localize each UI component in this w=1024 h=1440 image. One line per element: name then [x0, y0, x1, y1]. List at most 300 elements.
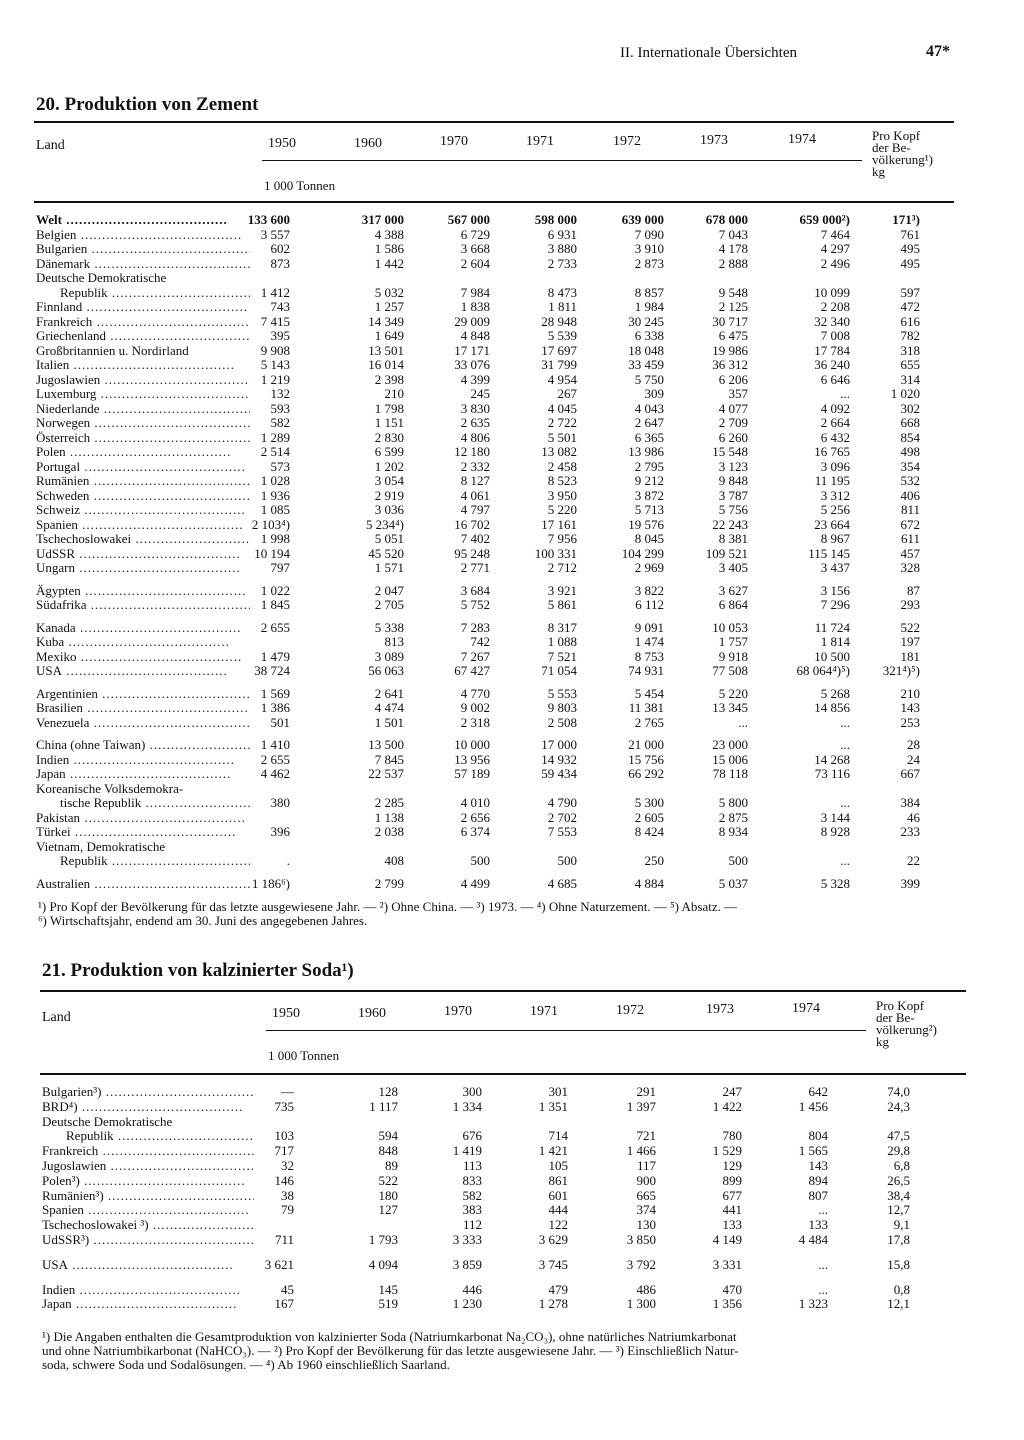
value-cell: 4 178 — [718, 241, 748, 256]
year-header: 1973 — [700, 133, 728, 148]
table-row — [0, 1203, 1024, 1217]
value-cell: 30 245 — [628, 313, 664, 329]
value-cell: 32 340 — [814, 313, 850, 329]
country-name: Südafrika ..... — [36, 598, 250, 612]
country-name: USA ..... — [42, 1258, 234, 1272]
value-cell: 33 459 — [628, 357, 664, 372]
value-cell: 4 388 — [374, 226, 404, 242]
per-capita-cell: 29,8 — [887, 1143, 910, 1159]
per-capita-cell: 761 — [900, 226, 920, 242]
country-name: Spanien ..... — [42, 1203, 250, 1217]
value-cell: 5 220 — [718, 685, 748, 701]
table-row — [0, 1283, 1024, 1297]
value-cell: 2 664 — [820, 415, 850, 430]
value-cell: 3 668 — [460, 241, 490, 256]
table-row — [0, 584, 1024, 598]
value-cell: 16 765 — [814, 444, 850, 459]
value-cell: 1 442 — [374, 255, 404, 271]
per-capita-cell: 321⁴)⁵) — [882, 663, 920, 678]
per-capita-cell: 26,5 — [887, 1172, 910, 1188]
value-cell: 180 — [378, 1187, 398, 1203]
country-name: Australien ..... — [36, 877, 250, 891]
value-cell: 10 500 — [814, 648, 850, 664]
value-cell: 317 000 — [361, 212, 404, 227]
year-header: 1950 — [268, 136, 296, 151]
country-name: Polen³) ..... — [42, 1174, 246, 1188]
value-cell: 3 096 — [820, 458, 850, 474]
value-cell: 7 553 — [547, 824, 577, 839]
per-capita-cell: 293 — [900, 597, 920, 612]
value-cell: 1 586 — [374, 241, 404, 256]
per-capita-line: Pro Kopf — [872, 128, 921, 143]
value-cell: 1 151 — [374, 415, 404, 430]
per-capita-cell: 74,0 — [887, 1084, 910, 1099]
value-cell: 676 — [462, 1128, 482, 1144]
value-cell: 2 873 — [634, 255, 664, 271]
value-cell: 780 — [722, 1128, 742, 1144]
country-name: Schweden ..... — [36, 489, 250, 503]
per-capita-cell: 328 — [900, 560, 920, 575]
country-name: UdSSR ..... — [36, 547, 241, 561]
page-number: 47* — [926, 43, 950, 60]
value-cell: 5 454 — [634, 685, 664, 701]
value-cell: 13 082 — [541, 444, 577, 459]
value-cell: 1 569 — [260, 685, 290, 701]
country-name: Tschechoslowakei ..... — [36, 532, 250, 546]
per-capita-line: kg — [876, 1034, 889, 1049]
value-cell: 2 875 — [718, 809, 748, 825]
value-cell: 7 283 — [460, 619, 490, 635]
table-row — [0, 1085, 1024, 1099]
table-row — [0, 877, 1024, 891]
value-cell: 3 629 — [538, 1232, 568, 1247]
country-name: Mexiko ..... — [36, 650, 242, 664]
table-row — [0, 416, 1024, 430]
value-cell: 441 — [722, 1202, 742, 1218]
value-cell: 4 094 — [368, 1256, 398, 1272]
country-name: Brasilien ..... — [36, 701, 249, 715]
value-cell: 1 474 — [634, 634, 664, 649]
per-capita-cell: 384 — [900, 795, 920, 810]
table20-unit: 1 000 Tonnen — [264, 178, 336, 193]
value-cell: 4 045 — [547, 400, 577, 416]
value-cell: 5 861 — [547, 597, 577, 612]
value-cell: 3 921 — [547, 582, 577, 598]
value-cell: 8 934 — [718, 824, 748, 839]
table-row — [0, 315, 1024, 329]
value-cell: 1 793 — [368, 1232, 398, 1247]
value-cell: 395 — [270, 328, 290, 343]
value-cell: ... — [818, 1256, 828, 1272]
per-capita-cell: 12,7 — [887, 1202, 910, 1218]
table-row — [0, 271, 1024, 285]
value-cell: 2 635 — [460, 415, 490, 430]
value-cell: 1 649 — [374, 328, 404, 343]
value-cell: 7 984 — [460, 284, 490, 300]
value-cell: 6 475 — [718, 328, 748, 343]
value-cell: 2 458 — [547, 458, 577, 474]
value-cell: 3 437 — [820, 560, 850, 575]
country-name: Schweiz ..... — [36, 503, 246, 517]
value-cell: 36 312 — [712, 357, 748, 372]
table-row — [0, 1100, 1024, 1114]
value-cell: 6 374 — [460, 824, 490, 839]
value-cell: 28 948 — [541, 313, 577, 329]
value-cell: 1 278 — [538, 1296, 568, 1312]
table-row — [0, 854, 1024, 868]
value-cell: 408 — [384, 853, 404, 868]
per-capita-cell: 181 — [900, 648, 920, 664]
table20-per-capita-header — [872, 130, 933, 178]
value-cell: ... — [840, 853, 850, 868]
value-cell: 4 297 — [820, 241, 850, 256]
value-cell: 2 047 — [374, 582, 404, 598]
value-cell: 1 811 — [548, 299, 577, 314]
value-cell: 2 830 — [374, 429, 404, 445]
per-capita-cell: 399 — [900, 875, 920, 891]
value-cell: 13 986 — [628, 444, 664, 459]
table-row — [0, 561, 1024, 575]
value-cell: 8 473 — [547, 284, 577, 300]
value-cell: 711 — [274, 1232, 294, 1247]
value-cell: 15 756 — [628, 751, 664, 767]
value-cell: 45 520 — [368, 545, 404, 561]
value-cell: . — [286, 853, 290, 868]
value-cell: 1 757 — [718, 634, 748, 649]
value-cell: 1 571 — [374, 560, 404, 575]
value-cell: 396 — [270, 824, 290, 839]
per-capita-cell: 0,8 — [893, 1281, 910, 1297]
value-cell: 1 219 — [260, 371, 290, 387]
country-name: Deutsche Demokratische — [42, 1113, 173, 1129]
value-cell: 899 — [722, 1172, 742, 1188]
country-name: Italien ..... — [36, 358, 235, 372]
value-cell: 8 381 — [718, 531, 748, 546]
per-capita-cell: 87 — [907, 582, 920, 598]
year-header: 1974 — [788, 132, 816, 147]
table20-footnote: ¹) Pro Kopf der Bevölkerung für das letzte ausgewiesene Jahr. — ²) Ohne China. — ³) 1973. — ⁴) Ohne Naturzement. — ⁵) Absatz. — — [38, 899, 738, 914]
country-name: tische Republik ..... — [60, 796, 250, 810]
country-name: Rumänien ..... — [36, 474, 250, 488]
country-name: Belgien ..... — [36, 228, 242, 242]
value-cell: 67 427 — [454, 663, 490, 678]
table-row — [0, 738, 1024, 752]
country-name: Pakistan ..... — [36, 811, 246, 825]
value-cell: 133 — [808, 1217, 828, 1233]
value-cell: 74 931 — [628, 663, 664, 678]
value-cell: 56 063 — [368, 663, 404, 678]
value-cell: 642 — [808, 1084, 828, 1099]
value-cell: 7 521 — [547, 648, 577, 664]
value-cell: 14 349 — [368, 313, 404, 329]
per-capita-cell: 22 — [907, 853, 920, 868]
value-cell: 7 415 — [260, 313, 290, 329]
value-cell: 1 117 — [369, 1098, 398, 1114]
value-cell: 38 724 — [254, 663, 290, 678]
value-cell: 6 864 — [718, 597, 748, 612]
value-cell: 639 000 — [621, 212, 664, 227]
country-name: Luxemburg ..... — [36, 387, 250, 401]
value-cell: 446 — [462, 1281, 482, 1297]
value-cell: 2 705 — [374, 597, 404, 612]
table-row — [0, 402, 1024, 416]
per-capita-cell: 12,1 — [887, 1296, 910, 1312]
value-cell: 3 621 — [264, 1256, 294, 1272]
per-capita-cell: 457 — [900, 545, 920, 561]
value-cell: 6 729 — [460, 226, 490, 242]
per-capita-cell: 233 — [900, 824, 920, 839]
value-cell: 7 845 — [374, 751, 404, 767]
value-cell: 6 599 — [374, 444, 404, 459]
value-cell: 2 712 — [547, 560, 577, 575]
country-name: Jugoslawien ..... — [42, 1159, 254, 1173]
value-cell: 665 — [636, 1187, 656, 1203]
per-capita-cell: 782 — [900, 328, 920, 343]
value-cell: 4 092 — [820, 400, 850, 416]
value-cell: 167 — [274, 1296, 294, 1312]
per-capita-cell: 597 — [900, 284, 920, 300]
value-cell: 33 076 — [454, 357, 490, 372]
value-cell: 4 061 — [460, 487, 490, 503]
value-cell: 5 800 — [718, 795, 748, 810]
value-cell: 848 — [378, 1143, 398, 1159]
value-cell: 9 002 — [460, 700, 490, 715]
table20-land-header: Land — [36, 138, 65, 153]
country-name: Großbritannien u. Nordirland — [36, 342, 189, 358]
value-cell: 105 — [548, 1158, 568, 1173]
value-cell: 522 — [378, 1172, 398, 1188]
value-cell: 68 064⁴)⁵) — [796, 663, 850, 678]
per-capita-cell: 253 — [900, 714, 920, 730]
per-capita-cell: 668 — [900, 415, 920, 430]
value-cell: 5 220 — [547, 502, 577, 517]
table-row — [0, 1189, 1024, 1203]
value-cell: 16 702 — [454, 516, 490, 532]
value-cell: 5 328 — [820, 875, 850, 891]
value-cell: 357 — [728, 386, 748, 401]
country-name: Bulgarien ..... — [36, 242, 250, 256]
value-cell: 5 750 — [634, 371, 664, 387]
value-cell: 813 — [384, 634, 404, 649]
table-row — [0, 825, 1024, 839]
value-cell: 1 412 — [260, 284, 290, 300]
value-cell: 115 145 — [808, 545, 850, 561]
value-cell: 3 792 — [626, 1256, 656, 1272]
value-cell: 797 — [270, 560, 290, 575]
value-cell: 4 149 — [712, 1232, 742, 1247]
country-name: Kanada ..... — [36, 621, 241, 635]
country-name: BRD⁴) ..... — [42, 1100, 243, 1114]
value-cell: 2 722 — [547, 415, 577, 430]
value-cell: 833 — [462, 1172, 482, 1188]
table-row — [0, 1258, 1024, 1272]
country-name: Jugoslawien ..... — [36, 373, 250, 387]
value-cell: 1 814 — [820, 634, 850, 649]
year-header: 1970 — [444, 1004, 472, 1019]
value-cell: 132 — [270, 386, 290, 401]
value-cell: 3 950 — [547, 487, 577, 503]
value-cell: 3 627 — [718, 582, 748, 598]
value-cell: 8 424 — [634, 824, 664, 839]
per-capita-cell: 1 020 — [890, 386, 920, 401]
value-cell: 95 248 — [454, 545, 490, 561]
value-cell: 677 — [722, 1187, 742, 1203]
value-cell: 301 — [548, 1084, 568, 1099]
value-cell: 77 508 — [712, 663, 748, 678]
value-cell: 2 038 — [374, 824, 404, 839]
value-cell: 3 830 — [460, 400, 490, 416]
table-row — [0, 387, 1024, 401]
value-cell: — — [281, 1084, 294, 1099]
value-cell: 15 548 — [712, 444, 748, 459]
value-cell: 500 — [470, 853, 490, 868]
section-heading: II. Internationale Übersichten — [620, 45, 798, 61]
per-capita-cell: 811 — [900, 502, 920, 517]
per-capita-cell: 38,4 — [887, 1187, 910, 1203]
value-cell: 23 000 — [712, 737, 748, 752]
value-cell: 5 037 — [718, 875, 748, 891]
value-cell: 5 501 — [547, 429, 577, 445]
table20-header-rule — [34, 201, 954, 203]
value-cell: 598 000 — [534, 212, 577, 227]
table-row — [0, 489, 1024, 503]
value-cell: 1 479 — [260, 648, 290, 664]
value-cell: 9 803 — [547, 700, 577, 715]
table-row — [0, 358, 1024, 372]
per-capita-cell: 171³) — [892, 212, 920, 227]
per-capita-cell: 15,8 — [887, 1256, 910, 1272]
table-row — [0, 300, 1024, 314]
value-cell: ... — [840, 795, 850, 810]
value-cell: 1 088 — [547, 634, 577, 649]
table-row — [0, 257, 1024, 271]
value-cell: 1 565 — [798, 1143, 828, 1159]
value-cell: 383 — [462, 1202, 482, 1218]
value-cell: 1 202 — [374, 458, 404, 474]
value-cell: 2 398 — [374, 371, 404, 387]
value-cell: 2 318 — [460, 714, 490, 730]
value-cell: 8 045 — [634, 531, 664, 546]
value-cell: 1 419 — [452, 1143, 482, 1159]
value-cell: 4 848 — [460, 328, 490, 343]
table20-footnote: ⁶) Wirtschaftsjahr, endend am 30. Juni des angegebenen Jahres. — [38, 913, 368, 928]
value-cell: 5 752 — [460, 597, 490, 612]
country-name: Türkei ..... — [36, 825, 236, 839]
value-cell: 8 523 — [547, 473, 577, 488]
country-name: Republik ..... — [66, 1129, 254, 1143]
value-cell: 117 — [636, 1158, 656, 1173]
value-cell: 11 195 — [814, 473, 850, 488]
value-cell: 1 022 — [260, 582, 290, 598]
table21-footnote: soda, schwere Soda und Sodalösungen. — ⁴) Ab 1960 einschließlich Saarland. — [42, 1357, 450, 1372]
value-cell: 10 053 — [712, 619, 748, 635]
value-cell: 1 334 — [452, 1098, 482, 1114]
value-cell: 89 — [385, 1158, 398, 1173]
value-cell: 6 432 — [820, 429, 850, 445]
value-cell: 3 822 — [634, 582, 664, 598]
table21-top-rule — [40, 990, 966, 992]
per-capita-cell: 17,8 — [887, 1232, 910, 1247]
value-cell: 7 090 — [634, 226, 664, 242]
value-cell: ... — [840, 714, 850, 730]
per-capita-cell: 197 — [900, 634, 920, 649]
per-capita-cell: 24,3 — [887, 1098, 910, 1114]
value-cell: 9 908 — [260, 342, 290, 358]
value-cell: 807 — [808, 1187, 828, 1203]
value-cell: 14 268 — [814, 751, 850, 767]
value-cell: 4 954 — [547, 371, 577, 387]
value-cell: 2 799 — [374, 875, 404, 891]
country-name: Polen ..... — [36, 445, 231, 459]
value-cell: 9 918 — [718, 648, 748, 664]
value-cell: 15 006 — [712, 751, 748, 767]
value-cell: 7 402 — [460, 531, 490, 546]
value-cell: 1 386 — [260, 700, 290, 715]
value-cell: 2 655 — [260, 619, 290, 635]
value-cell: 602 — [270, 241, 290, 256]
value-cell: 593 — [270, 400, 290, 416]
table-row — [0, 445, 1024, 459]
table-row — [0, 664, 1024, 678]
value-cell: ... — [840, 386, 850, 401]
value-cell: 3 312 — [820, 487, 850, 503]
value-cell: 721 — [636, 1128, 656, 1144]
value-cell: 2 103⁴) — [251, 516, 290, 532]
value-cell: 8 127 — [460, 473, 490, 488]
per-capita-line: völkerung¹) — [872, 152, 933, 167]
value-cell: 2 125 — [718, 299, 748, 314]
per-capita-cell: 495 — [900, 255, 920, 271]
per-capita-cell: 406 — [900, 487, 920, 503]
country-name: Spanien ..... — [36, 518, 244, 532]
value-cell: 2 514 — [260, 444, 290, 459]
table21-mid-rule — [266, 1030, 866, 1031]
value-cell: 113 — [462, 1158, 482, 1173]
value-cell: 7 008 — [820, 328, 850, 343]
value-cell: 2 765 — [634, 714, 664, 730]
value-cell: 582 — [462, 1187, 482, 1203]
value-cell: 1 456 — [798, 1098, 828, 1114]
value-cell: 100 331 — [534, 545, 577, 561]
year-header: 1971 — [530, 1004, 558, 1019]
value-cell: 3 859 — [452, 1256, 482, 1272]
table-row — [0, 811, 1024, 825]
value-cell: 19 576 — [628, 516, 664, 532]
country-name: Indien ..... — [36, 753, 235, 767]
value-cell: 300 — [462, 1084, 482, 1099]
value-cell: 5 256 — [820, 502, 850, 517]
value-cell: 8 857 — [634, 284, 664, 300]
country-name: Argentinien ..... — [36, 687, 250, 701]
country-name: Venezuela ..... — [36, 716, 250, 730]
table-row — [0, 460, 1024, 474]
country-name: Deutsche Demokratische — [36, 270, 167, 285]
value-cell: 2 733 — [547, 255, 577, 271]
value-cell: 309 — [644, 386, 664, 401]
value-cell: 4 399 — [460, 371, 490, 387]
table-row — [0, 547, 1024, 561]
per-capita-line: der Be- — [876, 1010, 915, 1025]
value-cell: 1 300 — [626, 1296, 656, 1312]
value-cell: 8 317 — [547, 619, 577, 635]
value-cell: 2 771 — [460, 560, 490, 575]
value-cell: 7 956 — [547, 531, 577, 546]
value-cell: 267 — [557, 386, 577, 401]
value-cell: 2 605 — [634, 809, 664, 825]
value-cell: 3 910 — [634, 241, 664, 256]
value-cell: 594 — [378, 1128, 398, 1144]
value-cell: 66 292 — [628, 766, 664, 781]
